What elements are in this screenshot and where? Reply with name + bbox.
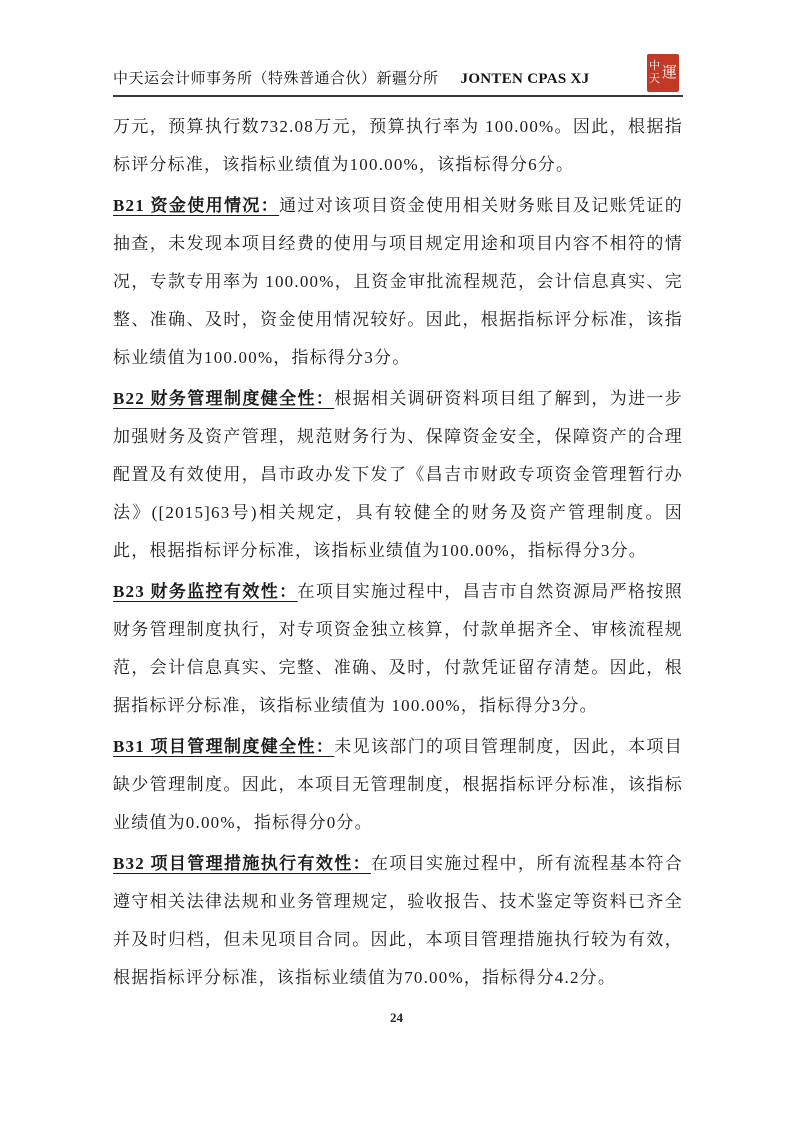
seal-left-chars: 中天	[649, 60, 660, 85]
indicator-label-b23: B23 财务监控有效性：	[113, 582, 298, 601]
indicator-label-b22: B22 财务管理制度健全性：	[113, 389, 335, 408]
indicator-label-b21: B21 资金使用情况：	[113, 196, 280, 215]
paragraph-continuation	[113, 108, 683, 184]
paragraph-text: 未见该部门的项目管理制度，因此，本项目缺少管理制度。因此，本项目无管理制度，根据指标评分标准，该指标业绩值为0.00%，指标得分0分。	[113, 737, 683, 832]
page-number: 24	[390, 1010, 403, 1025]
paragraph-b23	[113, 573, 683, 725]
seal-right-char: 運	[661, 65, 677, 81]
page-header	[113, 0, 683, 97]
paragraph-text: 万元，预算执行数732.08万元，预算执行率为 100.00%。因此，根据指标评分标准，该指标业绩值为100.00%，该指标得分6分。	[113, 117, 683, 174]
firm-seal-icon	[647, 54, 679, 92]
paragraph-b21	[113, 187, 683, 377]
paragraph-b31	[113, 728, 683, 842]
paragraph-b32	[113, 845, 683, 997]
paragraph-text: 在项目实施过程中，昌吉市自然资源局严格按照财务管理制度执行，对专项资金独立核算，付款单据齐全、审核流程规范，会计信息真实、完整、准确、及时，付款凭证留存清楚。因此，根据指标评分标准，该指标业绩值为 100.00%，指标得分3分。	[113, 582, 683, 715]
paragraph-text: 通过对该项目资金使用相关财务账目及记账凭证的抽查，未发现本项目经费的使用与项目规定用途和项目内容不相符的情况，专款专用率为 100.00%，且资金审批流程规范，会计信息真实、完整、准确、及时，资金使用情况较好。因此，根据指标评分标准，该指标业绩值为100.00%，指标得分3分。	[113, 196, 683, 367]
firm-name-cn: 中天运会计师事务所（特殊普通合伙）新疆分所	[113, 71, 439, 87]
paragraph-text: 在项目实施过程中，所有流程基本符合遵守相关法律法规和业务管理规定，验收报告、技术鉴定等资料已齐全并及时归档，但未见项目合同。因此，本项目管理措施执行较为有效，根据指标评分标准，该指标业绩值为70.00%，指标得分4.2分。	[113, 854, 683, 987]
paragraph-b22	[113, 380, 683, 570]
indicator-label-b32: B32 项目管理措施执行有效性：	[113, 854, 371, 873]
paragraph-text: 根据相关调研资料项目组了解到，为进一步加强财务及资产管理，规范财务行为、保障资金安全，保障资产的合理配置及有效使用，昌市政办发下发了《昌吉市财政专项资金管理暂行办法》([2015]63号)相关规定，具有较健全的财务及资产管理制度。因此，根据指标评分标准，该指标业绩值为100.00%，指标得分3分。	[113, 389, 683, 560]
indicator-label-b31: B31 项目管理制度健全性：	[113, 737, 335, 756]
report-body	[113, 108, 683, 1000]
firm-name-en: JONTEN CPAS XJ	[460, 71, 590, 87]
firm-title	[113, 67, 589, 88]
